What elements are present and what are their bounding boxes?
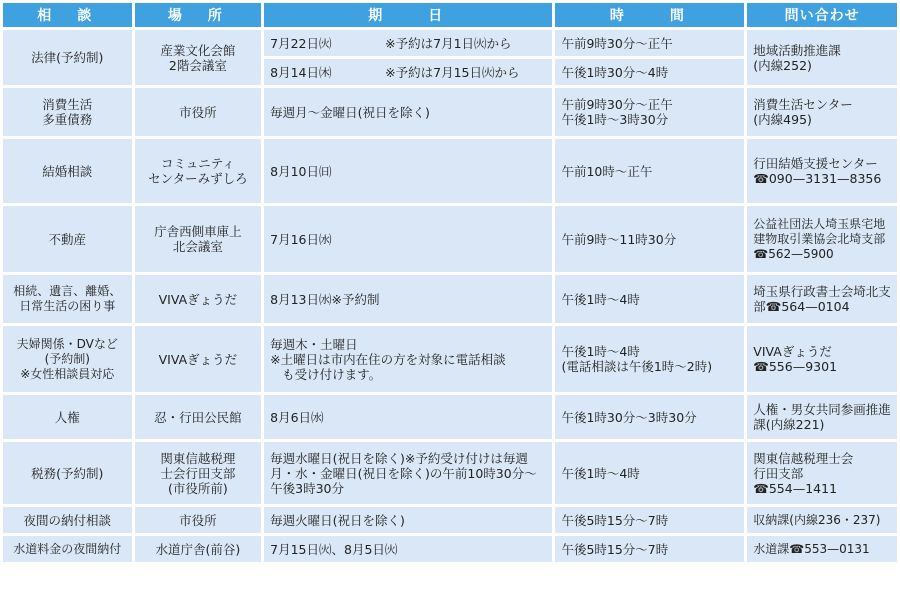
table-row bbox=[3, 275, 897, 323]
cell-place: コミュニティ センターみずしろ bbox=[135, 139, 262, 203]
cell-date: 8月10日㈰ bbox=[264, 139, 552, 203]
cell-contact: 水道課☎553—0131 bbox=[747, 536, 897, 562]
cell-time: 午後5時15分〜7時 bbox=[555, 536, 744, 562]
cell-place: 市役所 bbox=[135, 507, 262, 533]
date-text: 毎週木・土曜日 bbox=[270, 336, 358, 352]
cell-category: 夜間の納付相談 bbox=[3, 507, 132, 533]
table-row bbox=[3, 507, 897, 533]
cell-time: 午後1時〜4時 bbox=[555, 275, 744, 323]
cell-time: 午前10時〜正午 bbox=[555, 139, 744, 203]
cell-date: 8月13日㈬※予約制 bbox=[264, 275, 552, 323]
table-row bbox=[3, 206, 897, 272]
cell-contact: 消費生活センター (内線495) bbox=[747, 88, 897, 136]
date-note-continued: も受け付けます。 bbox=[282, 366, 382, 382]
cell-contact: 収納課(内線236・237) bbox=[747, 507, 897, 533]
cell-time: 午前9時30分〜正午 bbox=[555, 30, 744, 56]
cell-place: 忍・行田公民館 bbox=[135, 395, 262, 439]
cell-time: 午後1時30分〜4時 bbox=[555, 59, 744, 85]
cell-place: 水道庁舎(前谷) bbox=[135, 536, 262, 562]
header-contact: 問い合わせ bbox=[747, 3, 897, 27]
cell-date: 毎週水曜日(祝日を除く)※予約受け付けは毎週月・水・金曜日(祝日を除く)の午前10時30分〜午後3時30分 bbox=[264, 442, 552, 504]
cell-category: 夫婦関係・DVなど (予約制) ※女性相談員対応 bbox=[3, 326, 132, 392]
cell-time: 午後1時〜4時 bbox=[555, 442, 744, 504]
cell-place: 産業文化会館 2階会議室 bbox=[135, 30, 262, 85]
cell-contact: 人権・男女共同参画推進課(内線221) bbox=[747, 395, 897, 439]
cell-date: 7月16日㈬ bbox=[264, 206, 552, 272]
cell-category: 結婚相談 bbox=[3, 139, 132, 203]
cell-category: 不動産 bbox=[3, 206, 132, 272]
date-text: 7月22日㈫ bbox=[270, 35, 332, 51]
cell-category: 相続、遺言、離婚、 日常生活の困り事 bbox=[3, 275, 132, 323]
cell-date: 7月15日㈫、8月5日㈫ bbox=[264, 536, 552, 562]
header-place: 場 所 bbox=[135, 3, 262, 27]
cell-category: 税務(予約制) bbox=[3, 442, 132, 504]
date-note: ※土曜日は市内在住の方を対象に電話相談 bbox=[270, 351, 506, 367]
date-note: ※予約は7月1日㈫から bbox=[385, 35, 512, 51]
cell-category: 法律(予約制) bbox=[3, 30, 132, 85]
cell-place: 庁舎西側車庫上 北会議室 bbox=[135, 206, 262, 272]
cell-category: 水道料金の夜間納付 bbox=[3, 536, 132, 562]
table-row bbox=[3, 536, 897, 562]
header-consultation: 相 談 bbox=[3, 3, 132, 27]
cell-place: VIVAぎょうだ bbox=[135, 275, 262, 323]
cell-date: 毎週月〜金曜日(祝日を除く) bbox=[264, 88, 552, 136]
cell-place: 市役所 bbox=[135, 88, 262, 136]
cell-contact: 地域活動推進課 (内線252) bbox=[747, 30, 897, 85]
date-text: 8月14日㈭ bbox=[270, 64, 332, 80]
cell-time: 午後1時〜4時 (電話相談は午後1時〜2時) bbox=[555, 326, 744, 392]
table-row bbox=[3, 442, 897, 504]
cell-place: 関東信越税理 士会行田支部 (市役所前) bbox=[135, 442, 262, 504]
table-row bbox=[3, 88, 897, 136]
cell-time: 午後5時15分〜7時 bbox=[555, 507, 744, 533]
header-row bbox=[3, 3, 897, 27]
cell-date: 毎週火曜日(祝日を除く) bbox=[264, 507, 552, 533]
cell-contact: 埼玉県行政書士会埼北支部☎564—0104 bbox=[747, 275, 897, 323]
cell-contact: 行田結婚支援センター☎090—3131—8356 bbox=[747, 139, 897, 203]
cell-place: VIVAぎょうだ bbox=[135, 326, 262, 392]
table-row bbox=[3, 326, 897, 392]
cell-time: 午前9時〜11時30分 bbox=[555, 206, 744, 272]
table-row bbox=[3, 30, 897, 56]
cell-date bbox=[264, 326, 552, 392]
table-row bbox=[3, 395, 897, 439]
cell-date bbox=[264, 30, 552, 56]
table-row bbox=[3, 139, 897, 203]
header-time: 時 間 bbox=[555, 3, 744, 27]
cell-contact: 公益社団法人埼玉県宅地建物取引業協会北埼支部☎562—5900 bbox=[747, 206, 897, 272]
header-date: 期 日 bbox=[264, 3, 552, 27]
cell-contact: VIVAぎょうだ ☎556—9301 bbox=[747, 326, 897, 392]
date-note: ※予約は7月15日㈫から bbox=[385, 64, 520, 80]
cell-time: 午後1時30分〜3時30分 bbox=[555, 395, 744, 439]
cell-category: 消費生活 多重債務 bbox=[3, 88, 132, 136]
cell-time: 午前9時30分〜正午 午後1時〜3時30分 bbox=[555, 88, 744, 136]
cell-date bbox=[264, 59, 552, 85]
cell-contact: 関東信越税理士会 行田支部 ☎554—1411 bbox=[747, 442, 897, 504]
cell-date: 8月6日㈬ bbox=[264, 395, 552, 439]
cell-category: 人権 bbox=[3, 395, 132, 439]
